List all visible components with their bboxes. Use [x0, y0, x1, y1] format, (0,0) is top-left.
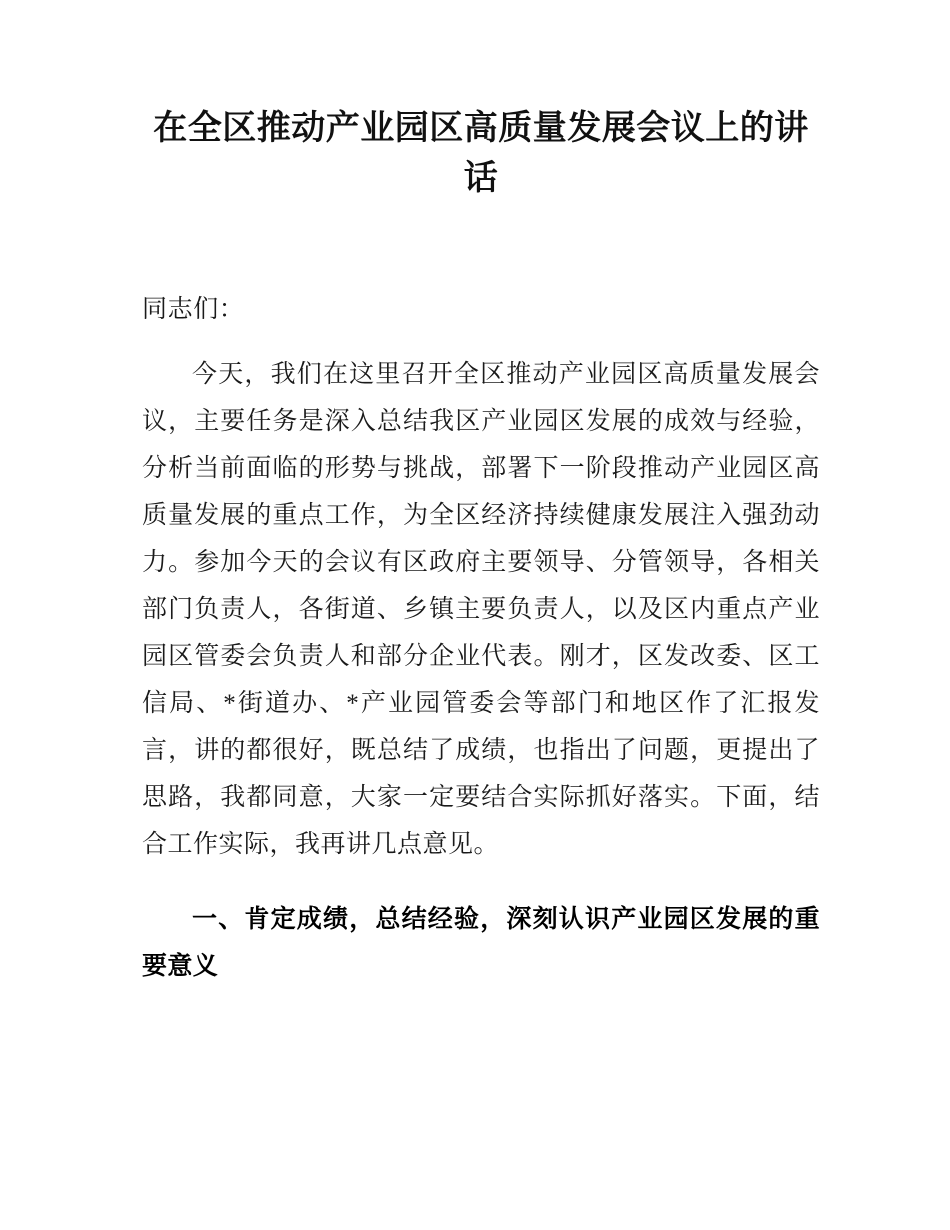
body-paragraph: 今天，我们在这里召开全区推动产业园区高质量发展会议，主要任务是深入总结我区产业园区发展的成效与经验，分析当前面临的形势与挑战，部署下一阶段推动产业园区高质量发展的重点工作，为全区经济持续健康发展注入强劲动力。参加今天的会议有区政府主要领导、分管领导，各相关部门负责人，各街道、乡镇主要负责人，以及区内重点产业园区管委会负责人和部分企业代表。刚才，区发改委、区工信局、*街道办、*产业园管委会等部门和地区作了汇报发言，讲的都很好，既总结了成绩，也指出了问题，更提出了思路，我都同意，大家一定要结合实际抓好落实。下面，结合工作实际，我再讲几点意见。: [142, 361, 820, 858]
document-title: [142, 0, 820, 204]
section-heading-one: 一、肯定成绩，总结经验，深刻认识产业园区发展的重要意义: [142, 905, 820, 980]
document-content: [142, 0, 820, 990]
document-title-text: 在全区推动产业园区高质量发展会议上的讲话: [153, 110, 809, 197]
salutation: 同志们：: [142, 296, 245, 323]
